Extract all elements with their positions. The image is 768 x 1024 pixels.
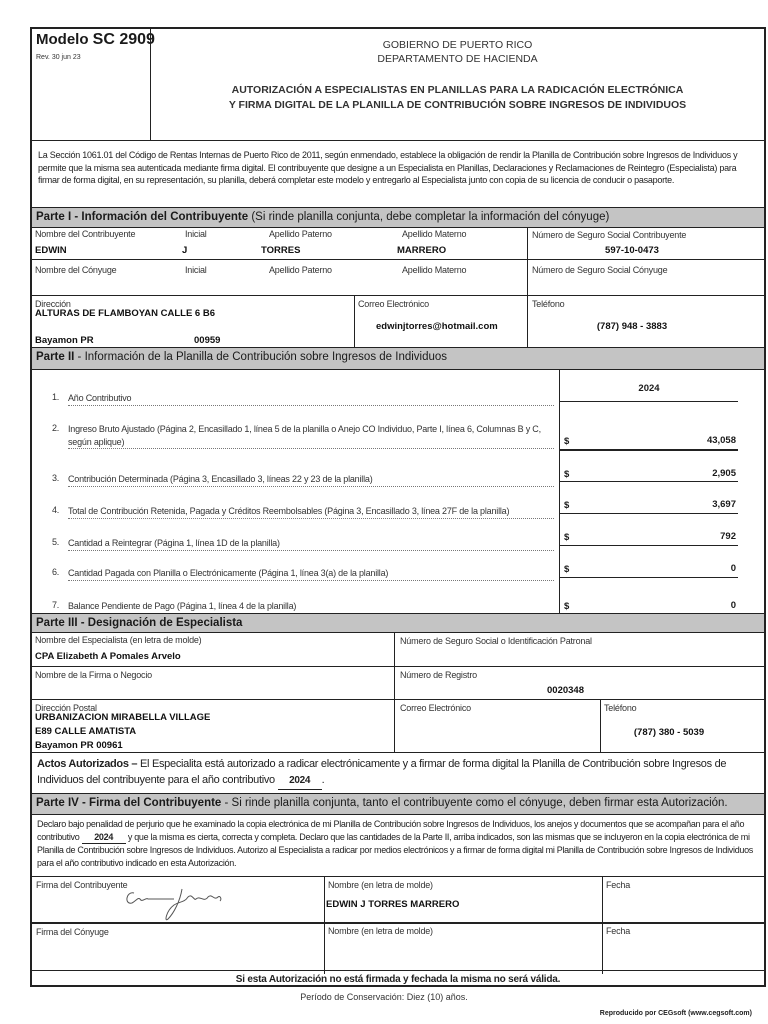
label-registration: Número de Registro [400,670,477,680]
taxpayer-address-field[interactable]: ALTURAS DE FLAMBOYAN CALLE 6 B6 [35,308,215,319]
taxpayer-email-field[interactable]: edwinjtorres@hotmail.com [376,321,498,332]
line-number: 1. [52,392,60,402]
label-postal-address: Dirección Postal [35,703,97,713]
header-title-box [151,29,764,140]
currency-symbol: $ [564,532,570,543]
part4-header [32,793,764,815]
amount-value: 43,058 [706,435,736,446]
label-address: Dirección [35,299,71,309]
authorized-acts-title: Actos Autorizados – [37,758,138,770]
label-firm-name: Nombre de la Firma o Negocio [35,670,152,680]
divider [354,295,355,347]
line-number: 4. [52,505,60,515]
agi-field[interactable] [560,401,738,450]
line-number: 2. [52,423,60,433]
divider [32,876,764,877]
taxpayer-paternal-field[interactable]: TORRES [261,245,301,256]
divider [32,752,764,753]
part4-note: - Si rinde planilla conjunta, tanto el contribuyente como el cónyuge, deben firmar esta Autorización. [221,797,728,809]
part2-title: Parte II [36,351,75,363]
line-text: Año Contributivo [68,392,554,406]
label-paternal: Apellido Paterno [269,229,332,239]
line-text: Balance Pendiente de Pago (Página 1, línea 4 de la planilla) [68,600,554,614]
form-sc-2909 [30,27,766,987]
label-spouse-signature: Firma del Cónyuge [36,927,109,937]
balance-due-field[interactable] [560,577,738,615]
line-text: Contribución Determinada (Página 3, Encasillado 3, líneas 22 y 23 de la planilla) [68,473,554,487]
signature-image [122,879,232,923]
amount-paid-field[interactable] [560,545,738,578]
currency-symbol: $ [564,500,570,511]
model-label: Modelo [36,31,89,48]
divider [527,228,528,300]
label-maternal: Apellido Materno [402,229,467,239]
government-name: GOBIERNO DE PUERTO RICO [382,39,533,51]
header-model-box [32,29,155,140]
divider [32,259,764,260]
line-item-6 [52,567,554,581]
line-item-1 [52,392,554,406]
divider [32,140,764,141]
taxpayer-phone-field[interactable]: (787) 948 - 3883 [596,321,668,332]
part3-header [32,613,764,633]
part4-title: Parte IV - Firma del Contribuyente [36,797,222,809]
specialist-phone-field[interactable]: (787) 380 - 5039 [633,727,705,738]
currency-symbol: $ [564,564,570,575]
period: . [321,774,325,786]
authorized-year-field[interactable]: 2024 [278,773,322,790]
taxpayer-maternal-field[interactable]: MARRERO [397,245,447,256]
label-specialist-ssn: Número de Seguro Social o Identificación Patronal [400,636,592,646]
model-code: SC 2909 [92,31,155,48]
amounts-column [559,370,738,614]
tax-withheld-field[interactable] [560,481,738,514]
line-text: Cantidad a Reintegrar (Página 1, línea 1D de la planilla) [68,537,554,551]
line-number: 5. [52,537,60,547]
specialist-name-field[interactable]: CPA Elizabeth A Pomales Arvelo [35,651,181,662]
divider [394,699,395,753]
label-date: Fecha [606,880,631,890]
specialist-address-line3[interactable]: Bayamon PR 00961 [35,740,123,751]
amount-value: 0 [730,600,736,611]
label-spouse-initial: Inicial [185,265,207,275]
part2-header [32,347,764,370]
part1-header [32,207,764,228]
label-print-name: Nombre (en letra de molde) [328,880,433,890]
line-text: Total de Contribución Retenida, Pagada y Créditos Reembolsables (Página 3, Encasillado 3, línea 27F de la planilla) [68,505,554,519]
line-number: 3. [52,473,60,483]
intro-paragraph: La Sección 1061.01 del Código de Rentas Internas de Puerto Rico de 2011, según enmendado, establece la obligación de rendir la Planilla de Contribución sobre Ingresos de Individuos y permite que la misma sea autenticada mediante firma digital. El contribuyente que designe a un Especialista en Planillas, Declaraciones y Reclamaciones de Reintegro (Especialista) para firmar de forma digital, en su representación, su planilla, deberá completar este modelo y entregarlo al Especialista junto con copia de su licencia de conducir o pasaporte. [38,150,738,185]
label-spouse-name: Nombre del Cónyuge [35,265,117,275]
label-specialist-email: Correo Electrónico [400,703,471,713]
declaration-text: Declaro bajo penalidad de perjurio que he examinado la copia electrónica de mi Planilla de Contribución sobre Ingresos de Individuos, los anejos y documentos que se acompañan para el año contributivo [37,819,745,842]
label-spouse-date: Fecha [606,926,631,936]
declaration-year-field[interactable]: 2024 [82,831,126,845]
currency-symbol: $ [564,469,570,480]
line-item-7 [52,600,554,614]
divider [602,876,603,974]
tax-year-field[interactable]: 2024 [638,383,660,394]
form-title-line1: AUTORIZACIÓN A ESPECIALISTAS EN PLANILLAS PARA LA RADICACIÓN ELECTRÓNICA [231,84,684,96]
amount-value: 0 [730,563,736,574]
declaration-paragraph [37,818,759,869]
currency-symbol: $ [564,436,570,447]
department-name: DEPARTAMENTO DE HACIENDA [377,53,538,65]
validity-note: Si esta Autorización no está firmada y fechada la misma no será válida. [235,974,561,985]
declaration-text: y que la misma es cierta, correcta y completa. Declaro que las cantidades de la Parte II, arriba indicados, son las mismas que se incluyeron en la copia electrónica de mi Planilla de Contribución sobre Ingresos de Individuos. Autorizo al Especialista a radicar por medios electrónicos y a firmar de forma digital mi Planilla de Contribución sobre Ingresos de Individuos para el año contributivo indicado en esta Autorización. [37,831,754,868]
specialist-address-line2[interactable]: E89 CALLE AMATISTA [35,726,137,737]
part1-note: (Si rinde planilla conjunta, debe completar la información del cónyuge) [248,211,610,223]
part1-title: Parte I - Información del Contribuyente [36,211,249,223]
line-item-3 [52,473,554,487]
specialist-address-line1[interactable]: URBANIZACION MIRABELLA VILLAGE [35,712,211,723]
amount-value: 792 [720,531,736,542]
label-phone: Teléfono [532,299,565,309]
label-initial: Inicial [185,229,207,239]
registration-number-field[interactable]: 0020348 [547,685,584,696]
line-item-4 [52,505,554,519]
taxpayer-first-name-field[interactable]: EDWIN [35,245,67,256]
taxpayer-city-field[interactable]: Bayamon PR [35,335,94,346]
amount-value: 2,905 [712,468,736,479]
authorized-acts-text: El Especialita está autorizado a radicar electrónicamente y a firmar de forma digital la Planilla de Contribución sobre Ingresos de Individuos del contribuyente para el año contributivo [37,758,727,786]
divider [324,876,325,974]
divider [32,699,764,700]
taxpayer-initial-field[interactable]: J [182,245,188,256]
line-item-2 [52,423,554,451]
divider [32,922,764,924]
amount-value: 3,697 [712,499,736,510]
label-spouse-print-name: Nombre (en letra de molde) [328,926,433,936]
label-ssn-spouse: Número de Seguro Social Cónyuge [532,265,668,275]
taxpayer-ssn-field[interactable]: 597-10-0473 [605,245,659,256]
form-title-line2: Y FIRMA DIGITAL DE LA PLANILLA DE CONTRIBUCIÓN SOBRE INGRESOS DE INDIVIDUOS [228,99,687,111]
divider [600,699,601,753]
tax-determined-field[interactable] [560,449,738,483]
line-number: 7. [52,600,60,610]
label-taxpayer-name: Nombre del Contribuyente [35,229,136,239]
line-text: Ingreso Bruto Ajustado (Página 2, Encasillado 1, línea 5 de la planilla o Anejo CO Individuo, Parte I, línea 6, Columnas B y C, según aplique) [68,423,554,449]
label-ssn-taxpayer: Número de Seguro Social Contribuyente [532,230,687,240]
line-text: Cantidad Pagada con Planilla o Electrónicamente (Página 1, línea 3(a) de la planilla) [68,567,554,581]
label-spouse-paternal: Apellido Paterno [269,265,332,275]
authorized-acts [37,756,759,790]
label-specialist-phone: Teléfono [604,703,637,713]
taxpayer-zip-field[interactable]: 00959 [194,335,221,346]
label-taxpayer-signature: Firma del Contribuyente [36,880,128,890]
label-spouse-maternal: Apellido Materno [402,265,467,275]
reproduced-by: Reproducido por CEGsoft (www.cegsoft.com) [599,1010,752,1017]
part3-title: Parte III [36,617,78,629]
divider [32,295,764,296]
divider [32,970,764,971]
label-email: Correo Electrónico [358,299,429,309]
taxpayer-print-name-field[interactable]: EDWIN J TORRES MARRERO [326,899,460,910]
refund-field[interactable] [560,513,738,546]
revision-date: Rev. 30 jun 23 [36,54,81,61]
part3-subtitle: - Designación de Especialista [77,617,243,629]
currency-symbol: $ [564,601,570,612]
part2-subtitle: - Información de la Planilla de Contribución sobre Ingresos de Individuos [74,351,448,363]
retention-period: Período de Conservación: Diez (10) años. [300,992,468,1002]
model-title [36,31,155,49]
label-specialist-name: Nombre del Especialista (en letra de molde) [35,635,202,645]
line-item-5 [52,537,554,551]
divider [32,666,764,667]
line-number: 6. [52,567,60,577]
